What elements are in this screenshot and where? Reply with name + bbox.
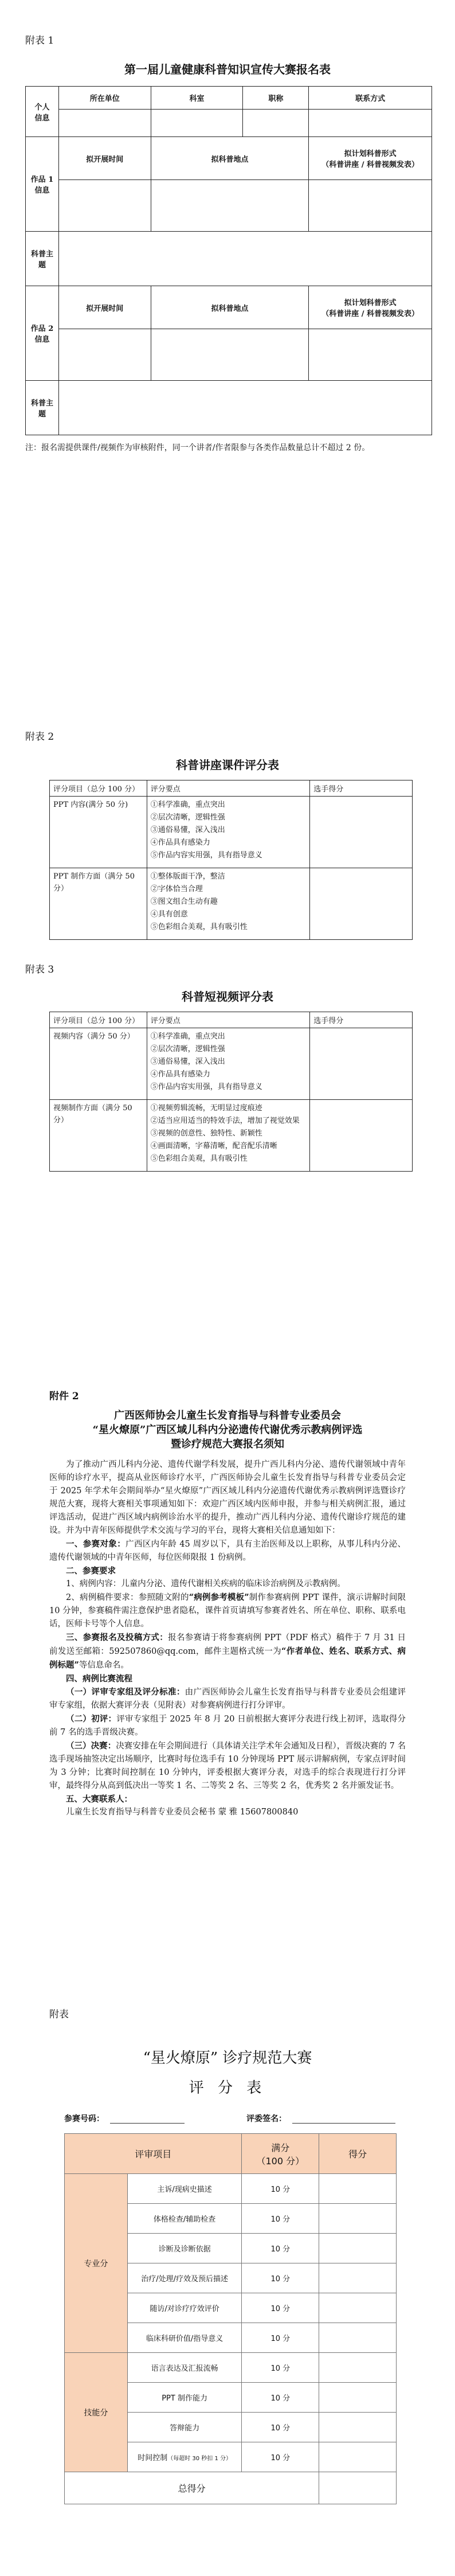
- item-name: 语言表达及汇报流畅: [127, 2353, 242, 2383]
- item-full: 10 分: [242, 2442, 319, 2472]
- item-score[interactable]: [319, 2323, 397, 2353]
- h-score: 选手得分: [310, 780, 413, 797]
- attach2-title: 科普讲座课件评分表: [176, 758, 279, 772]
- section-4-head: 四、病例比赛流程: [66, 1674, 132, 1684]
- final-score-table: [64, 2133, 397, 2504]
- item-score[interactable]: [319, 2263, 397, 2293]
- cat-skill: 技能分: [65, 2353, 128, 2472]
- col-dept: 科室: [151, 87, 243, 110]
- item-score[interactable]: [319, 2413, 397, 2442]
- final-title: “星火燎原” 诊疗规范大赛: [143, 2050, 312, 2067]
- item-full: 10 分: [242, 2323, 319, 2353]
- item-score[interactable]: [319, 2204, 397, 2234]
- contestant-no-label: 参赛号码：: [64, 2114, 104, 2124]
- time-cell-2[interactable]: [58, 329, 151, 381]
- total-score[interactable]: [319, 2472, 397, 2504]
- attach3-title: 科普短视频评分表: [182, 990, 273, 1004]
- item-name: 答辩能力: [127, 2413, 242, 2442]
- col-title: 职称: [243, 87, 309, 110]
- h-points: 评分要点: [147, 1012, 310, 1028]
- item-name: 诊断及诊断依据: [127, 2234, 242, 2263]
- planned-time-2: 拟开展时间: [58, 286, 151, 329]
- notice-title-3: 暨诊疗规范大赛报名须知: [171, 1438, 284, 1450]
- time-cell-1[interactable]: [58, 180, 151, 232]
- row1-item: 视频内容（满分 50 分）: [50, 1028, 147, 1100]
- item-score[interactable]: [319, 2234, 397, 2263]
- planned-place-2: 拟科普地点: [151, 286, 309, 329]
- section-5-body: 儿童生长发育指导与科普专业委员会秘书 蒙 雅 15607800840: [66, 1808, 299, 1817]
- row2-points: ①视频剪辑流畅，无明显过度痕迹 ②适当应用适当的特效手法，增加了视觉效果 ③视频的创意性、独特性、新颖性 ④画面清晰，字幕清晰，配音配乐清晰 ⑤色彩组合美观，具有吸引性: [147, 1100, 310, 1172]
- form-cell-1[interactable]: [309, 180, 432, 232]
- notice-label: 附件 2: [49, 1391, 79, 1402]
- personal-info-label: 个人 信息: [26, 87, 59, 137]
- dept-cell[interactable]: [151, 110, 243, 137]
- contact-cell[interactable]: [309, 110, 432, 137]
- video-score-table: [49, 1012, 413, 1172]
- item-full: 10 分: [242, 2353, 319, 2383]
- section-4-item-1: （一）评审专家组及评分标准：由广西医师协会儿童生长发育指导与科普专业委员会组建评审专家组，依据大赛评分表（见附表）对参赛病例进行打分评审。: [49, 1687, 406, 1710]
- row1-item: PPT 内容(满分 50 分): [50, 797, 147, 868]
- final-subtitle: 评 分 表: [189, 2079, 266, 2097]
- judge-sign-line[interactable]: [292, 2123, 395, 2124]
- item-score[interactable]: [319, 2442, 397, 2472]
- item-full: 10 分: [242, 2413, 319, 2442]
- planned-form-1: 拟计划科普形式 （科普讲座 / 科普视频发表）: [309, 137, 432, 180]
- item-score[interactable]: [319, 2383, 397, 2413]
- form-cell-2[interactable]: [309, 329, 432, 381]
- topic-cell-1[interactable]: [58, 232, 432, 286]
- unit-cell[interactable]: [58, 110, 151, 137]
- row2-score[interactable]: [310, 868, 413, 940]
- topic-cell-2[interactable]: [58, 381, 432, 435]
- item-full: 10 分: [242, 2263, 319, 2293]
- place-cell-1[interactable]: [151, 180, 309, 232]
- item-score[interactable]: [319, 2293, 397, 2323]
- row1-points: ①科学准确，重点突出 ②层次清晰，逻辑性强 ③通俗易懂，深入浅出 ④作品具有感染力 ⑤作品内容实用强，具有指导意义: [147, 1028, 310, 1100]
- h-item: 评分项目（总分 100 分）: [50, 1012, 147, 1028]
- place-cell-2[interactable]: [151, 329, 309, 381]
- row2-points: ①整体版面干净，整洁 ②字体恰当合理 ③图文组合生动有趣 ④具有创意 ⑤色彩组合美观，具有吸引性: [147, 868, 310, 940]
- section-3: 三、参赛报名及投稿方式：报名参赛请于将参赛病例 PPT（PDF 格式）稿件于 7 月 31 日前发送至邮箱：592507860@qq.com，邮件主题格式统一为“作者单位、姓名、联系方式、病例标题”等信息命名。: [49, 1633, 406, 1670]
- section-2-head: 二、参赛要求: [66, 1566, 116, 1576]
- attach3-label: 附表 3: [25, 964, 54, 975]
- attach2-label: 附表 2: [25, 731, 54, 743]
- item-name: 临床科研价值/指导意义: [127, 2323, 242, 2353]
- h-score: 得分: [319, 2134, 397, 2174]
- section-4-item-3: （三）决赛：决赛安排在年会期间进行（具体请关注学术年会通知及日程），晋级决赛的 7 名选手现场抽签决定出场顺序，比赛时每位选手有 10 分钟现场 PPT 展示讲解病例，专家点评时间为 3 分钟；比赛时间控制在 10 分钟内，评委根据大赛评分表，对选手的综合表现进行打分评审，最终得分从高到低决出一等奖 1 名、二等奖 2 名、三等奖 2 名，优秀奖 2 名并颁发证书。: [49, 1741, 406, 1790]
- work1-label: 作品 1 信息: [26, 137, 59, 232]
- row1-score[interactable]: [310, 797, 413, 868]
- row1-points: ①科学准确，重点突出 ②层次清晰，逻辑性强 ③通俗易懂，深入浅出 ④作品具有感染力 ⑤作品内容实用强，具有指导意义: [147, 797, 310, 868]
- title-cell[interactable]: [243, 110, 309, 137]
- row1-score[interactable]: [310, 1028, 413, 1100]
- section-5-head: 五、大赛联系人：: [66, 1794, 132, 1804]
- lecture-score-table: [49, 780, 413, 940]
- item-full: 10 分: [242, 2204, 319, 2234]
- col-unit: 所在单位: [58, 87, 151, 110]
- section-4-item-2: （二）初评：评审专家组于 2025 年 8 月 20 日前根据大赛评分表进行线上初评，选取得分前 7 名的选手晋级决赛。: [49, 1714, 406, 1737]
- final-label: 附表: [49, 2009, 69, 2020]
- planned-form-2: 拟计划科普形式 （科普讲座 / 科普视频发表）: [309, 286, 432, 329]
- attach1-note: 注：报名需提供课件/视频作为审核附件，同一个讲者/作者限参与各类作品数量总计不超过 2 份。: [25, 443, 370, 452]
- topic-label-1: 科普主题: [26, 232, 59, 286]
- item-full: 10 分: [242, 2174, 319, 2204]
- item-name-time: 时间控制（每超时 30 秒扣 1 分）: [127, 2442, 242, 2472]
- work2-label: 作品 2 信息: [26, 286, 59, 381]
- item-score[interactable]: [319, 2353, 397, 2383]
- h-full: 满分 （100 分）: [242, 2134, 319, 2174]
- contestant-no-line[interactable]: [110, 2123, 185, 2124]
- item-full: 10 分: [242, 2383, 319, 2413]
- row2-item: 视频制作方面（满分 50 分）: [50, 1100, 147, 1172]
- item-name: 随访/对诊疗疗效评价: [127, 2293, 242, 2323]
- total-label: 总得分: [65, 2472, 319, 2504]
- h-item: 评分项目（总分 100 分）: [50, 780, 147, 797]
- registration-table: [25, 86, 432, 435]
- judge-sign-label: 评委签名：: [246, 2114, 287, 2124]
- item-name: 体格检查/辅助检查: [127, 2204, 242, 2234]
- item-name: 主诉/现病史描述: [127, 2174, 242, 2204]
- item-full: 10 分: [242, 2293, 319, 2323]
- attach1-title: 第一届儿童健康科普知识宣传大赛报名表: [124, 63, 331, 76]
- item-full: 10 分: [242, 2234, 319, 2263]
- cat-professional: 专业分: [65, 2174, 128, 2353]
- item-name: 治疗/处理/疗效及预后描述: [127, 2263, 242, 2293]
- row2-score[interactable]: [310, 1100, 413, 1172]
- planned-place-1: 拟科普地点: [151, 137, 309, 180]
- section-2-item-1: 1、病例内容：儿童内分泌、遗传代谢相关疾病的临床诊治病例及示教病例。: [66, 1579, 346, 1588]
- notice-title-2: “星火燎原”广西区域儿科内分泌遗传代谢优秀示教病例评选: [92, 1424, 363, 1436]
- item-name: PPT 制作能力: [127, 2383, 242, 2413]
- h-item: 评审项目: [65, 2134, 242, 2174]
- notice-body: [49, 1458, 406, 1819]
- notice-intro: 为了推动广西儿科内分泌、遗传代谢学科发展，提升广西儿科内分泌、遗传代谢领域中青年医师的诊疗水平，提高从业医师诊疗水平，广西医师协会儿童生长发育指导与科普专业委员会定于 2025 年学术年会期间举办“星火燎原”广西区域儿科内分泌遗传代谢优秀示教病例评选暨诊疗规范大赛，现将大赛相关事项通知如下：欢迎广西区域内医师申报，并参与相关病例汇报，通过评选活动，促进广西区域内病例诊治水平的提升，推动广西儿科内分泌、遗传代谢诊疗规范的建设。并为中青年医师提供学术交流与学习的平台，现将大赛相关信息通知如下：: [49, 1460, 406, 1535]
- notice-title-1: 广西医师协会儿童生长发育指导与科普专业委员会: [114, 1410, 341, 1422]
- section-2-item-2: 2、病例稿件要求：参照随文附的“病例参考模板”制作参赛病例 PPT 课件，演示讲解时间限 10 分钟，参赛稿件需注意保护患者隐私，课件首页请填写参赛者姓名、所在单位、职称、联系电话，医师卡号等个人信息。: [49, 1593, 406, 1629]
- h-score: 选手得分: [310, 1012, 413, 1028]
- item-score[interactable]: [319, 2174, 397, 2204]
- planned-time-1: 拟开展时间: [58, 137, 151, 180]
- topic-label-2: 科普主题: [26, 381, 59, 435]
- h-points: 评分要点: [147, 780, 310, 797]
- attach1-label: 附表 1: [25, 35, 54, 46]
- row2-item: PPT 制作方面（满分 50 分）: [50, 868, 147, 940]
- section-1: 一、参赛对象：广西区内年龄 45 周岁以下，具有主治医师及以上职称，从事儿科内分泌、遗传代谢领域的中青年医师，每位医师限报 1 份病例。: [49, 1539, 406, 1562]
- col-contact: 联系方式: [309, 87, 432, 110]
